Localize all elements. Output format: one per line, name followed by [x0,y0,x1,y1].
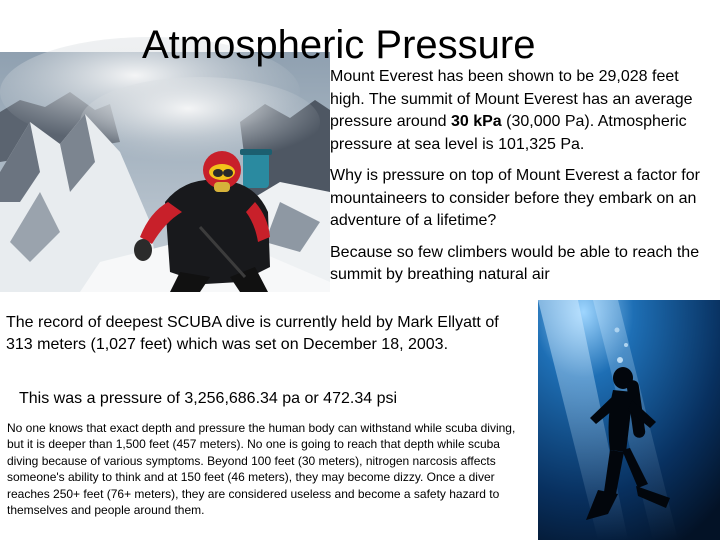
everest-paragraph-1 [330,66,716,156]
everest-answer: Because so few climbers would be able to reach the summit by breathing natural air [330,243,700,283]
dive-pressure-line: This was a pressure of 3,256,686.34 pa or 472.34 psi [19,390,398,407]
everest-photo [0,52,330,292]
everest-paragraph-1-tail: (30,000 Pa). Atmospheric pressure at sea level is 101,325 Pa. [330,113,687,153]
everest-text-block [330,66,716,283]
slide-title: Atmospheric Pressure [142,23,536,67]
everest-question: Why is pressure on top of Mount Everest a factor for mountaineers to consider before they embark on an adventure of a lifetime? [330,167,700,229]
scuba-diver-photo [538,300,720,540]
mountaineer-illustration [0,52,330,292]
everest-paragraph-1-text: Mount Everest has been shown to be 29,028 feet high. The summit of Mount Everest has an average pressure around [330,68,693,130]
everest-pressure-value: 30 kPa [450,113,502,130]
scuba-diver-illustration [538,300,720,540]
depth-limits-text: No one knows that exact depth and pressure the human body can withstand while scuba diving, but it is deeper than 1,500 feet (457 meters). No one is going to reach that depth while scuba diving because of various symptoms. Beyond 100 feet (30 meters), nitrogen narcosis affects someone's ability to think and at 150 feet (46 meters), they may become dizzy. Once a diver reaches 250+ feet (76+ meters), they are considered useless and become a safety hazard to themselves and people around them. [7,421,516,518]
scuba-record-text: The record of deepest SCUBA dive is currently held by Mark Ellyatt of 313 meters (1,027 feet) which was set on December 18, 2003. [6,314,499,353]
